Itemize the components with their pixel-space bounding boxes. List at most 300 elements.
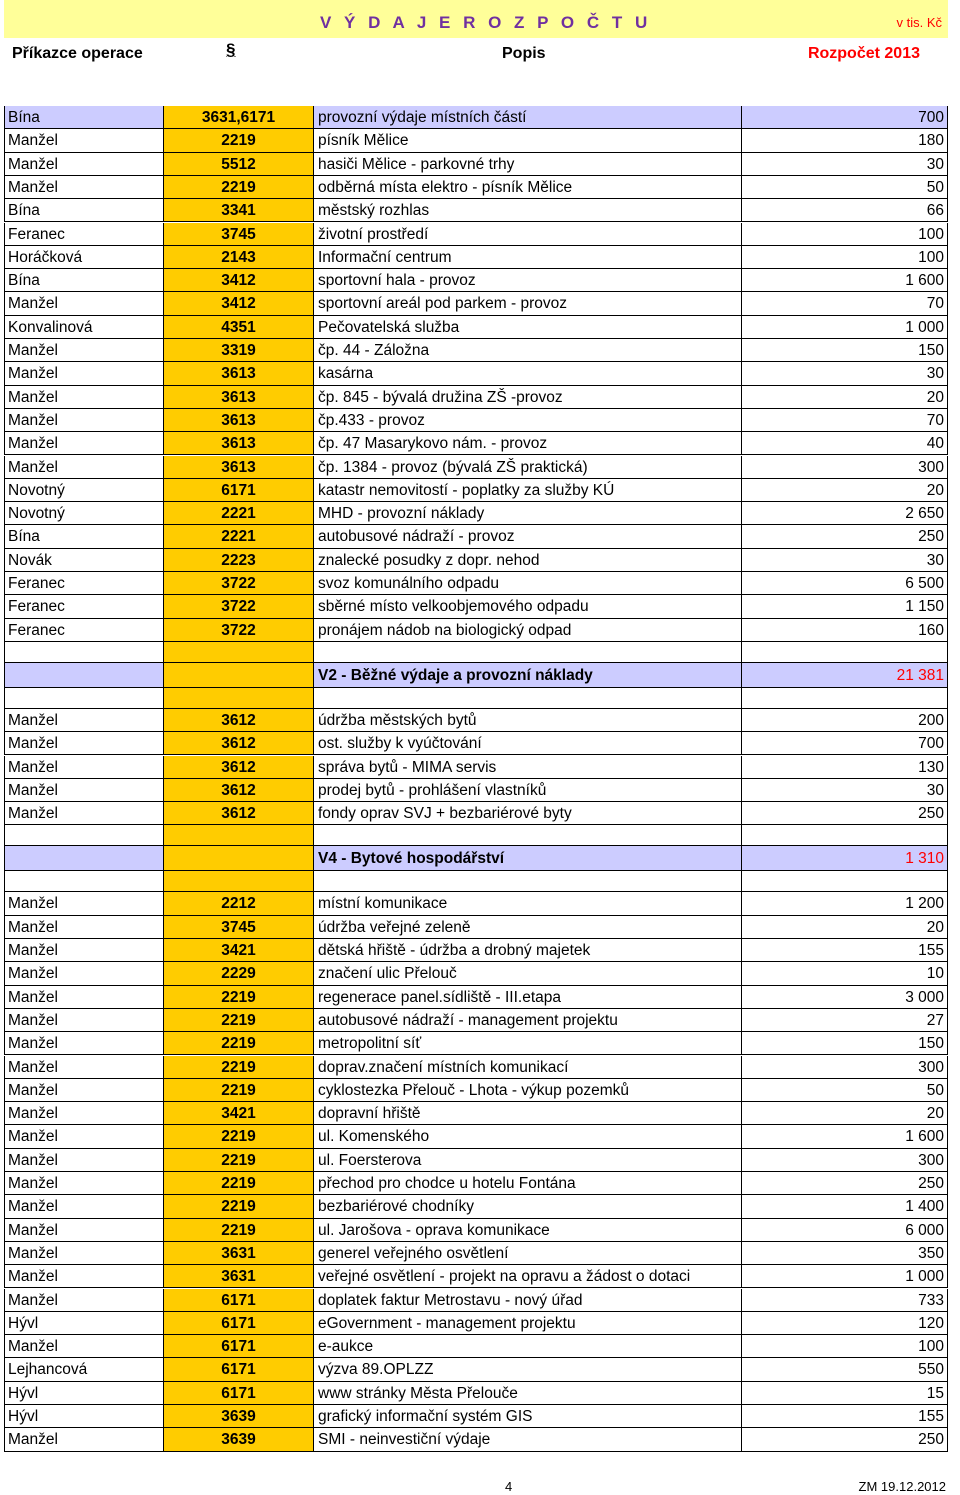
budget-cell: 250: [742, 1172, 948, 1195]
payer-cell: Manžel: [4, 1125, 164, 1148]
description-cell: metropolitní síť: [314, 1032, 742, 1055]
table-row: [4, 1312, 948, 1335]
table-row: [4, 432, 948, 455]
budget-cell: 20: [742, 479, 948, 502]
budget-cell: 350: [742, 1242, 948, 1265]
spacer-row: [4, 871, 948, 892]
budget-cell: 50: [742, 1079, 948, 1102]
payer-cell: Bína: [4, 525, 164, 548]
description-cell: SMI - neinvestiční výdaje: [314, 1428, 742, 1451]
payer-cell: [4, 688, 164, 709]
payer-cell: Manžel: [4, 709, 164, 732]
description-cell: životní prostředí: [314, 223, 742, 246]
description-cell: ost. služby k vyúčtování: [314, 732, 742, 755]
budget-cell: 700: [742, 106, 948, 129]
paragraph-cell: 5512: [164, 153, 314, 176]
payer-cell: Manžel: [4, 386, 164, 409]
payer-cell: [4, 871, 164, 892]
paragraph-cell: [164, 663, 314, 688]
table-row: [4, 779, 948, 802]
table-row: [4, 292, 948, 315]
payer-cell: Manžel: [4, 1079, 164, 1102]
payer-cell: Manžel: [4, 456, 164, 479]
payer-cell: Novák: [4, 549, 164, 572]
paragraph-cell: 2219: [164, 1195, 314, 1218]
budget-cell: 3 000: [742, 986, 948, 1009]
paragraph-cell: 2143: [164, 246, 314, 269]
paragraph-cell: 3613: [164, 409, 314, 432]
budget-cell: 6 500: [742, 572, 948, 595]
document-reference: ZM 19.12.2012: [858, 1479, 946, 1494]
description-cell: svoz komunálního odpadu: [314, 572, 742, 595]
budget-cell: 300: [742, 1056, 948, 1079]
paragraph-cell: 2219: [164, 1032, 314, 1055]
paragraph-cell: 3613: [164, 456, 314, 479]
description-cell: znalecké posudky z dopr. nehod: [314, 549, 742, 572]
description-cell: [314, 825, 742, 846]
payer-cell: Feranec: [4, 572, 164, 595]
paragraph-cell: 3745: [164, 223, 314, 246]
paragraph-cell: 2223: [164, 549, 314, 572]
payer-cell: Manžel: [4, 1289, 164, 1312]
paragraph-cell: 3612: [164, 732, 314, 755]
subtotal-row: [4, 846, 948, 871]
paragraph-cell: 6171: [164, 1289, 314, 1312]
payer-cell: Manžel: [4, 129, 164, 152]
subtotal-row: [4, 663, 948, 688]
description-cell: doprav.značení místních komunikací: [314, 1056, 742, 1079]
budget-cell: 66: [742, 199, 948, 222]
budget-cell: 1 600: [742, 1125, 948, 1148]
budget-cell: 2 650: [742, 502, 948, 525]
description-cell: sportovní areál pod parkem - provoz: [314, 292, 742, 315]
paragraph-cell: [164, 825, 314, 846]
payer-cell: Hývl: [4, 1382, 164, 1405]
paragraph-cell: [164, 871, 314, 892]
title-bar: [4, 0, 948, 38]
description-cell: dětská hřiště - údržba a drobný majetek: [314, 939, 742, 962]
payer-cell: Manžel: [4, 756, 164, 779]
paragraph-cell: 3421: [164, 939, 314, 962]
budget-cell: [742, 871, 948, 892]
table-row: [4, 732, 948, 755]
paragraph-cell: 2212: [164, 892, 314, 915]
payer-cell: Manžel: [4, 176, 164, 199]
description-cell: provozní výdaje místních částí: [314, 106, 742, 129]
payer-cell: [4, 663, 164, 688]
budget-cell: 1 400: [742, 1195, 948, 1218]
budget-cell: 10: [742, 962, 948, 985]
paragraph-cell: 6171: [164, 479, 314, 502]
budget-cell: 15: [742, 1382, 948, 1405]
payer-cell: Horáčková: [4, 246, 164, 269]
paragraph-cell: 3722: [164, 619, 314, 642]
paragraph-cell: 4351: [164, 316, 314, 339]
payer-cell: Manžel: [4, 732, 164, 755]
budget-cell: 70: [742, 409, 948, 432]
table-row: [4, 1335, 948, 1358]
budget-cell: 250: [742, 802, 948, 825]
table-row: [4, 939, 948, 962]
budget-cell: 1 600: [742, 269, 948, 292]
paragraph-cell: 3613: [164, 432, 314, 455]
payer-cell: Manžel: [4, 153, 164, 176]
budget-cell: 180: [742, 129, 948, 152]
budget-cell: [742, 688, 948, 709]
paragraph-cell: 3613: [164, 386, 314, 409]
budget-cell: 150: [742, 339, 948, 362]
paragraph-cell: 3613: [164, 362, 314, 385]
payer-cell: Manžel: [4, 1428, 164, 1451]
description-cell: autobusové nádraží - management projektu: [314, 1009, 742, 1032]
payer-cell: Bína: [4, 106, 164, 129]
payer-cell: Hývl: [4, 1312, 164, 1335]
table-row: [4, 1125, 948, 1148]
description-cell: grafický informační systém GIS: [314, 1405, 742, 1428]
paragraph-cell: 3341: [164, 199, 314, 222]
payer-cell: [4, 642, 164, 663]
description-cell: písník Mělice: [314, 129, 742, 152]
description-cell: odběrná místa elektro - písník Mělice: [314, 176, 742, 199]
spacer-row: [4, 825, 948, 846]
budget-cell: 20: [742, 1102, 948, 1125]
budget-cell: 27: [742, 1009, 948, 1032]
payer-cell: Novotný: [4, 502, 164, 525]
table-row: [4, 339, 948, 362]
table-row: [4, 1265, 948, 1288]
description-cell: hasiči Mělice - parkovné trhy: [314, 153, 742, 176]
description-cell: katastr nemovitostí - poplatky za služby KÚ: [314, 479, 742, 502]
payer-cell: Manžel: [4, 892, 164, 915]
description-cell: výzva 89.OPLZZ: [314, 1358, 742, 1381]
table-row: [4, 386, 948, 409]
unit-label: v tis. Kč: [896, 15, 942, 30]
description-cell: ul. Jarošova - oprava komunikace: [314, 1219, 742, 1242]
description-cell: MHD - provozní náklady: [314, 502, 742, 525]
spacer-row: [4, 688, 948, 709]
budget-cell: 130: [742, 756, 948, 779]
paragraph-cell: 3639: [164, 1405, 314, 1428]
table-row: [4, 549, 948, 572]
description-cell: značení ulic Přelouč: [314, 962, 742, 985]
table-row: [4, 456, 948, 479]
paragraph-cell: 3319: [164, 339, 314, 362]
paragraph-cell: 6171: [164, 1358, 314, 1381]
description-cell: čp. 1384 - provoz (bývalá ZŠ praktická): [314, 456, 742, 479]
table-row: [4, 892, 948, 915]
payer-cell: Feranec: [4, 619, 164, 642]
description-cell: Pečovatelská služba: [314, 316, 742, 339]
payer-cell: Manžel: [4, 409, 164, 432]
description-cell: eGovernment - management projektu: [314, 1312, 742, 1335]
budget-cell: 1 150: [742, 595, 948, 618]
budget-cell: 300: [742, 1149, 948, 1172]
description-cell: generel veřejného osvětlení: [314, 1242, 742, 1265]
paragraph-cell: 3722: [164, 595, 314, 618]
table-row: [4, 595, 948, 618]
budget-cell: 300: [742, 456, 948, 479]
paragraph-cell: 2219: [164, 176, 314, 199]
table-row: [4, 269, 948, 292]
description-cell: cyklostezka Přelouč - Lhota - výkup pozemků: [314, 1079, 742, 1102]
payer-cell: Manžel: [4, 1265, 164, 1288]
description-cell: čp. 845 - bývalá družina ZŠ -provoz: [314, 386, 742, 409]
description-cell: pronájem nádob na biologický odpad: [314, 619, 742, 642]
budget-cell: 70: [742, 292, 948, 315]
description-cell: [314, 688, 742, 709]
paragraph-cell: 2219: [164, 1219, 314, 1242]
paragraph-cell: 2219: [164, 1172, 314, 1195]
paragraph-cell: 2219: [164, 986, 314, 1009]
payer-cell: Manžel: [4, 432, 164, 455]
description-cell: fondy oprav SVJ + bezbariérové byty: [314, 802, 742, 825]
budget-cell: 550: [742, 1358, 948, 1381]
description-cell: autobusové nádraží - provoz: [314, 525, 742, 548]
table-row: [4, 1358, 948, 1381]
payer-cell: Feranec: [4, 595, 164, 618]
paragraph-cell: 3412: [164, 269, 314, 292]
table-row: [4, 802, 948, 825]
payer-cell: Manžel: [4, 1219, 164, 1242]
page-title: V Ý D A J E R O Z P O Č T U: [320, 13, 652, 32]
payer-cell: Hývl: [4, 1405, 164, 1428]
table-row: [4, 1009, 948, 1032]
description-cell: V4 - Bytové hospodářství: [314, 846, 742, 871]
description-cell: ul. Foersterova: [314, 1149, 742, 1172]
description-cell: údržba městských bytů: [314, 709, 742, 732]
paragraph-cell: [164, 846, 314, 871]
page-number: 4: [505, 1479, 513, 1494]
table-row: [4, 986, 948, 1009]
description-cell: regenerace panel.sídliště - III.etapa: [314, 986, 742, 1009]
description-cell: dopravní hřiště: [314, 1102, 742, 1125]
payer-cell: Bína: [4, 269, 164, 292]
table-row: [4, 1032, 948, 1055]
table-row: [4, 1289, 948, 1312]
payer-cell: [4, 846, 164, 871]
table-header: [4, 38, 948, 106]
budget-cell: [742, 825, 948, 846]
table-row: [4, 1172, 948, 1195]
payer-cell: Feranec: [4, 223, 164, 246]
budget-cell: 6 000: [742, 1219, 948, 1242]
table-row: [4, 572, 948, 595]
header-budget: Rozpočet 2013: [807, 45, 920, 62]
payer-cell: [4, 825, 164, 846]
paragraph-cell: 2221: [164, 525, 314, 548]
paragraph-cell: [164, 688, 314, 709]
description-cell: městský rozhlas: [314, 199, 742, 222]
payer-cell: Manžel: [4, 362, 164, 385]
paragraph-cell: 3612: [164, 779, 314, 802]
description-cell: ul. Komenského: [314, 1125, 742, 1148]
payer-cell: Manžel: [4, 1149, 164, 1172]
payer-cell: Manžel: [4, 916, 164, 939]
table-row: [4, 1056, 948, 1079]
description-cell: sběrné místo velkoobjemového odpadu: [314, 595, 742, 618]
budget-cell: 100: [742, 223, 948, 246]
description-cell: kasárna: [314, 362, 742, 385]
payer-cell: Manžel: [4, 1056, 164, 1079]
budget-cell: 1 000: [742, 1265, 948, 1288]
payer-cell: Manžel: [4, 1172, 164, 1195]
table-row: [4, 223, 948, 246]
payer-cell: Manžel: [4, 1102, 164, 1125]
table-row: [4, 129, 948, 152]
paragraph-cell: 3412: [164, 292, 314, 315]
payer-cell: Manžel: [4, 1242, 164, 1265]
table-row: [4, 1428, 948, 1451]
description-cell: čp. 47 Masarykovo nám. - provoz: [314, 432, 742, 455]
header-description: Popis: [502, 45, 546, 62]
paragraph-cell: 2219: [164, 129, 314, 152]
budget-cell: 20: [742, 916, 948, 939]
budget-cell: 30: [742, 153, 948, 176]
budget-cell: 155: [742, 1405, 948, 1428]
table-row: [4, 1149, 948, 1172]
description-cell: prodej bytů - prohlášení vlastníků: [314, 779, 742, 802]
description-cell: [314, 871, 742, 892]
table-row: [4, 962, 948, 985]
paragraph-cell: 3612: [164, 709, 314, 732]
payer-cell: Manžel: [4, 1032, 164, 1055]
paragraph-cell: 2219: [164, 1009, 314, 1032]
table-row: [4, 1195, 948, 1218]
table-row: [4, 409, 948, 432]
payer-cell: Manžel: [4, 1009, 164, 1032]
payer-cell: Manžel: [4, 1335, 164, 1358]
budget-cell: [742, 642, 948, 663]
table-row: [4, 525, 948, 548]
table-row: [4, 153, 948, 176]
budget-cell: 30: [742, 362, 948, 385]
paragraph-cell: 2219: [164, 1125, 314, 1148]
table-row: [4, 1219, 948, 1242]
budget-cell: 30: [742, 549, 948, 572]
payer-cell: Manžel: [4, 986, 164, 1009]
budget-cell: 50: [742, 176, 948, 199]
table-row: [4, 1242, 948, 1265]
paragraph-cell: 3421: [164, 1102, 314, 1125]
budget-cell: 155: [742, 939, 948, 962]
header-payer: Příkazce operace: [12, 45, 143, 62]
description-cell: přechod pro chodce u hotelu Fontána: [314, 1172, 742, 1195]
paragraph-cell: 2219: [164, 1056, 314, 1079]
description-cell: www stránky Města Přelouče: [314, 1382, 742, 1405]
budget-cell: 120: [742, 1312, 948, 1335]
budget-cell: 150: [742, 1032, 948, 1055]
description-cell: bezbariérové chodníky: [314, 1195, 742, 1218]
table-row: [4, 709, 948, 732]
table-row: [4, 1405, 948, 1428]
description-cell: doplatek faktur Metrostavu - nový úřad: [314, 1289, 742, 1312]
budget-cell: 1 200: [742, 892, 948, 915]
table-row: [4, 106, 948, 129]
table-row: [4, 756, 948, 779]
paragraph-cell: 3631: [164, 1265, 314, 1288]
table-row: [4, 502, 948, 525]
payer-cell: Manžel: [4, 802, 164, 825]
table-row: [4, 246, 948, 269]
payer-cell: Manžel: [4, 339, 164, 362]
table-row: [4, 1382, 948, 1405]
description-cell: místní komunikace: [314, 892, 742, 915]
paragraph-cell: 2221: [164, 502, 314, 525]
budget-cell: 200: [742, 709, 948, 732]
payer-cell: Bína: [4, 199, 164, 222]
paragraph-cell: 2229: [164, 962, 314, 985]
payer-cell: Manžel: [4, 962, 164, 985]
description-cell: Informační centrum: [314, 246, 742, 269]
budget-cell: 733: [742, 1289, 948, 1312]
budget-cell: 30: [742, 779, 948, 802]
table-row: [4, 316, 948, 339]
payer-cell: Manžel: [4, 779, 164, 802]
paragraph-cell: 2219: [164, 1149, 314, 1172]
budget-cell: 160: [742, 619, 948, 642]
spacer-row: [4, 642, 948, 663]
paragraph-cell: 2219: [164, 1079, 314, 1102]
payer-cell: Manžel: [4, 939, 164, 962]
budget-cell: 250: [742, 1428, 948, 1451]
description-cell: e-aukce: [314, 1335, 742, 1358]
budget-cell: 700: [742, 732, 948, 755]
budget-cell: 100: [742, 1335, 948, 1358]
table-row: [4, 1102, 948, 1125]
paragraph-cell: [164, 642, 314, 663]
paragraph-cell: 3745: [164, 916, 314, 939]
description-cell: [314, 642, 742, 663]
paragraph-cell: 3631: [164, 1242, 314, 1265]
paragraph-cell: 3722: [164, 572, 314, 595]
table-row: [4, 916, 948, 939]
description-cell: veřejné osvětlení - projekt na opravu a žádost o dotaci: [314, 1265, 742, 1288]
header-paragraph: §: [226, 40, 236, 59]
table-row: [4, 199, 948, 222]
payer-cell: Novotný: [4, 479, 164, 502]
description-cell: správa bytů - MIMA servis: [314, 756, 742, 779]
table-row: [4, 479, 948, 502]
paragraph-cell: 3639: [164, 1428, 314, 1451]
description-cell: čp.433 - provoz: [314, 409, 742, 432]
table-row: [4, 176, 948, 199]
budget-cell: 1 000: [742, 316, 948, 339]
budget-cell: 21 381: [742, 663, 948, 688]
table-row: [4, 1079, 948, 1102]
paragraph-cell: 3631,6171: [164, 106, 314, 129]
budget-cell: 1 310: [742, 846, 948, 871]
payer-cell: Konvalinová: [4, 316, 164, 339]
payer-cell: Lejhancová: [4, 1358, 164, 1381]
payer-cell: Manžel: [4, 1195, 164, 1218]
description-cell: V2 - Běžné výdaje a provozní náklady: [314, 663, 742, 688]
budget-cell: 250: [742, 525, 948, 548]
payer-cell: Manžel: [4, 292, 164, 315]
paragraph-cell: 6171: [164, 1335, 314, 1358]
description-cell: čp. 44 - Záložna: [314, 339, 742, 362]
table-row: [4, 362, 948, 385]
paragraph-cell: 3612: [164, 802, 314, 825]
paragraph-cell: 3612: [164, 756, 314, 779]
description-cell: údržba veřejné zeleně: [314, 916, 742, 939]
budget-cell: 40: [742, 432, 948, 455]
budget-cell: 20: [742, 386, 948, 409]
budget-cell: 100: [742, 246, 948, 269]
paragraph-cell: 6171: [164, 1312, 314, 1335]
description-cell: sportovní hala - provoz: [314, 269, 742, 292]
paragraph-cell: 6171: [164, 1382, 314, 1405]
table-row: [4, 619, 948, 642]
